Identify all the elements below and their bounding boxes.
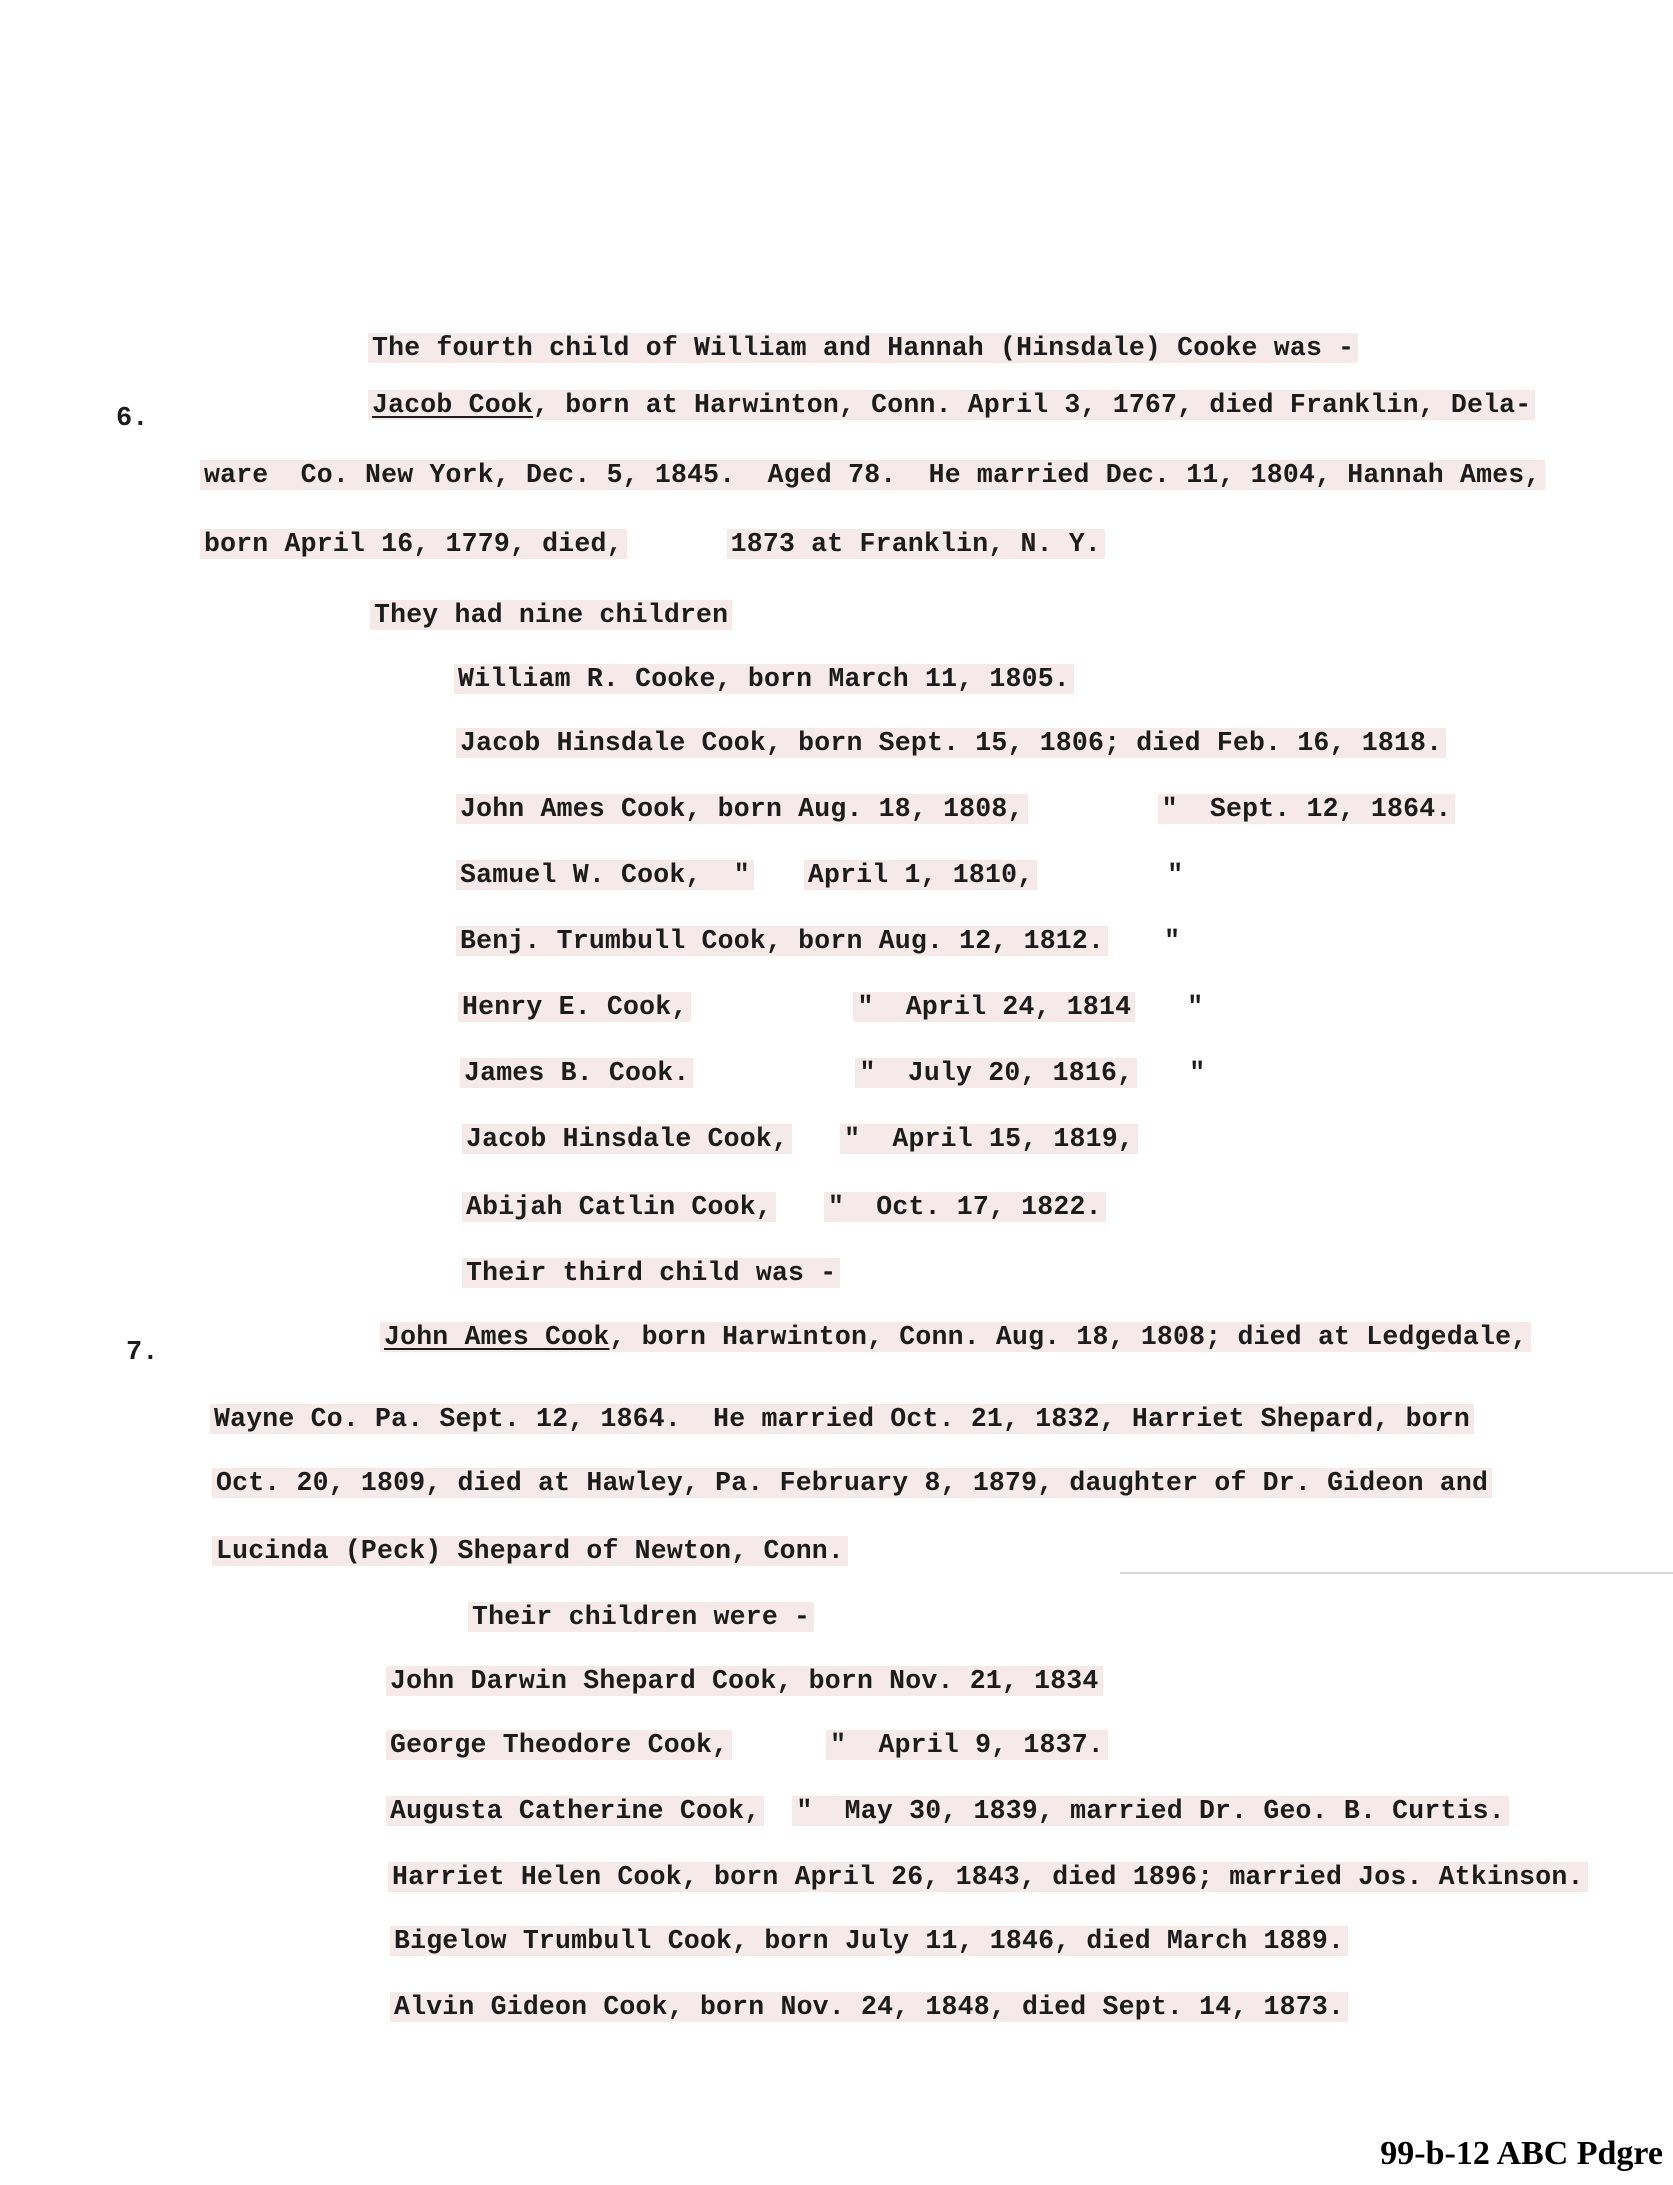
child-died: "	[1167, 860, 1184, 890]
section6-line3b: 1873 at Franklin, N. Y.	[727, 529, 1105, 559]
child-row	[390, 1924, 1348, 1958]
child-born: " April 9, 1837.	[826, 1730, 1108, 1760]
child-name: John Ames Cook, born Aug. 18, 1808,	[456, 794, 1028, 824]
section6-line2	[200, 458, 1545, 492]
section6-next-intro	[462, 1256, 840, 1290]
child-row	[386, 1728, 1108, 1762]
child-name: Bigelow Trumbull Cook, born July 11, 1846, died March 1889.	[390, 1926, 1348, 1956]
child-row	[390, 1990, 1348, 2024]
child-name: Jacob Hinsdale Cook, born Sept. 15, 1806; died Feb. 16, 1818.	[456, 728, 1446, 758]
intro-line	[368, 331, 1358, 365]
child-died: "	[1164, 926, 1181, 956]
divider-line	[1120, 1572, 1673, 1574]
section6-line3	[200, 527, 1105, 561]
section7-line4-text: Lucinda (Peck) Shepard of Newton, Conn.	[212, 1536, 848, 1566]
section6-children-intro-text: They had nine children	[370, 600, 732, 630]
section7-line4	[212, 1534, 848, 1568]
child-row	[386, 1664, 1103, 1698]
section7-line2	[210, 1402, 1474, 1436]
section7-line3	[212, 1466, 1492, 1500]
child-name: Henry E. Cook,	[458, 992, 691, 1022]
child-name: William R. Cooke, born March 11, 1805.	[454, 664, 1074, 694]
entry-number-6: 6.	[116, 404, 149, 434]
child-died: "	[1187, 992, 1204, 1022]
child-row	[458, 990, 1203, 1024]
section6-line1-rest: , born at Harwinton, Conn. April 3, 1767, died Franklin, Dela-	[533, 390, 1532, 420]
child-born: " Oct. 17, 1822.	[824, 1192, 1106, 1222]
section6-children-intro	[370, 598, 732, 632]
child-name: Benj. Trumbull Cook, born Aug. 12, 1812.	[456, 926, 1108, 956]
child-died: "	[1189, 1058, 1206, 1088]
child-name: Augusta Catherine Cook,	[386, 1796, 764, 1826]
child-name: Abijah Catlin Cook,	[462, 1192, 776, 1222]
section7-line1	[380, 1320, 1531, 1354]
child-row	[456, 924, 1180, 958]
child-name: Jacob Hinsdale Cook,	[462, 1124, 792, 1154]
child-row	[462, 1122, 1138, 1156]
child-name: Harriet Helen Cook, born April 26, 1843, died 1896; married Jos. Atkinson.	[388, 1862, 1588, 1892]
child-born: " April 15, 1819,	[840, 1124, 1138, 1154]
child-row	[454, 662, 1074, 696]
child-row	[386, 1794, 1509, 1828]
section7-line2-text: Wayne Co. Pa. Sept. 12, 1864. He married Oct. 21, 1832, Harriet Shepard, born	[210, 1404, 1474, 1434]
entry-number-7: 7.	[126, 1338, 159, 1368]
child-born: " July 20, 1816,	[855, 1058, 1137, 1088]
child-name: George Theodore Cook,	[386, 1730, 732, 1760]
child-born: April 1, 1810,	[804, 860, 1037, 890]
section7-line1-rest: , born Harwinton, Conn. Aug. 18, 1808; died at Ledgedale,	[609, 1322, 1528, 1352]
section7-children-intro-text: Their children were -	[468, 1602, 814, 1632]
child-died: " Sept. 12, 1864.	[1158, 794, 1456, 824]
child-row	[456, 792, 1455, 826]
section6-line3a: born April 16, 1779, died,	[200, 529, 627, 559]
child-name: Samuel W. Cook, "	[456, 860, 754, 890]
child-row	[460, 1056, 1205, 1090]
section7-name: John Ames Cook	[384, 1322, 610, 1352]
child-born: " May 30, 1839, married Dr. Geo. B. Curtis.	[792, 1796, 1509, 1826]
child-born: " April 24, 1814	[853, 992, 1135, 1022]
section6-line1	[368, 388, 1535, 422]
child-row	[388, 1860, 1588, 1894]
child-name: John Darwin Shepard Cook, born Nov. 21, 1834	[386, 1666, 1103, 1696]
child-row	[462, 1190, 1106, 1224]
section7-line3-text: Oct. 20, 1809, died at Hawley, Pa. February 8, 1879, daughter of Dr. Gideon and	[212, 1468, 1492, 1498]
section6-next-intro-text: Their third child was -	[462, 1258, 840, 1288]
child-row	[456, 858, 1183, 892]
section7-children-intro	[468, 1600, 814, 1634]
child-name: Alvin Gideon Cook, born Nov. 24, 1848, died Sept. 14, 1873.	[390, 1992, 1348, 2022]
page-footer-label: 99-b-12 ABC Pdgre	[1380, 2135, 1663, 2172]
child-name: James B. Cook.	[460, 1058, 693, 1088]
child-row	[456, 726, 1446, 760]
intro-text: The fourth child of William and Hannah (Hinsdale) Cooke was -	[368, 333, 1358, 363]
section6-name: Jacob Cook	[372, 390, 534, 420]
section6-line2-text: ware Co. New York, Dec. 5, 1845. Aged 78. He married Dec. 11, 1804, Hannah Ames,	[200, 460, 1545, 490]
